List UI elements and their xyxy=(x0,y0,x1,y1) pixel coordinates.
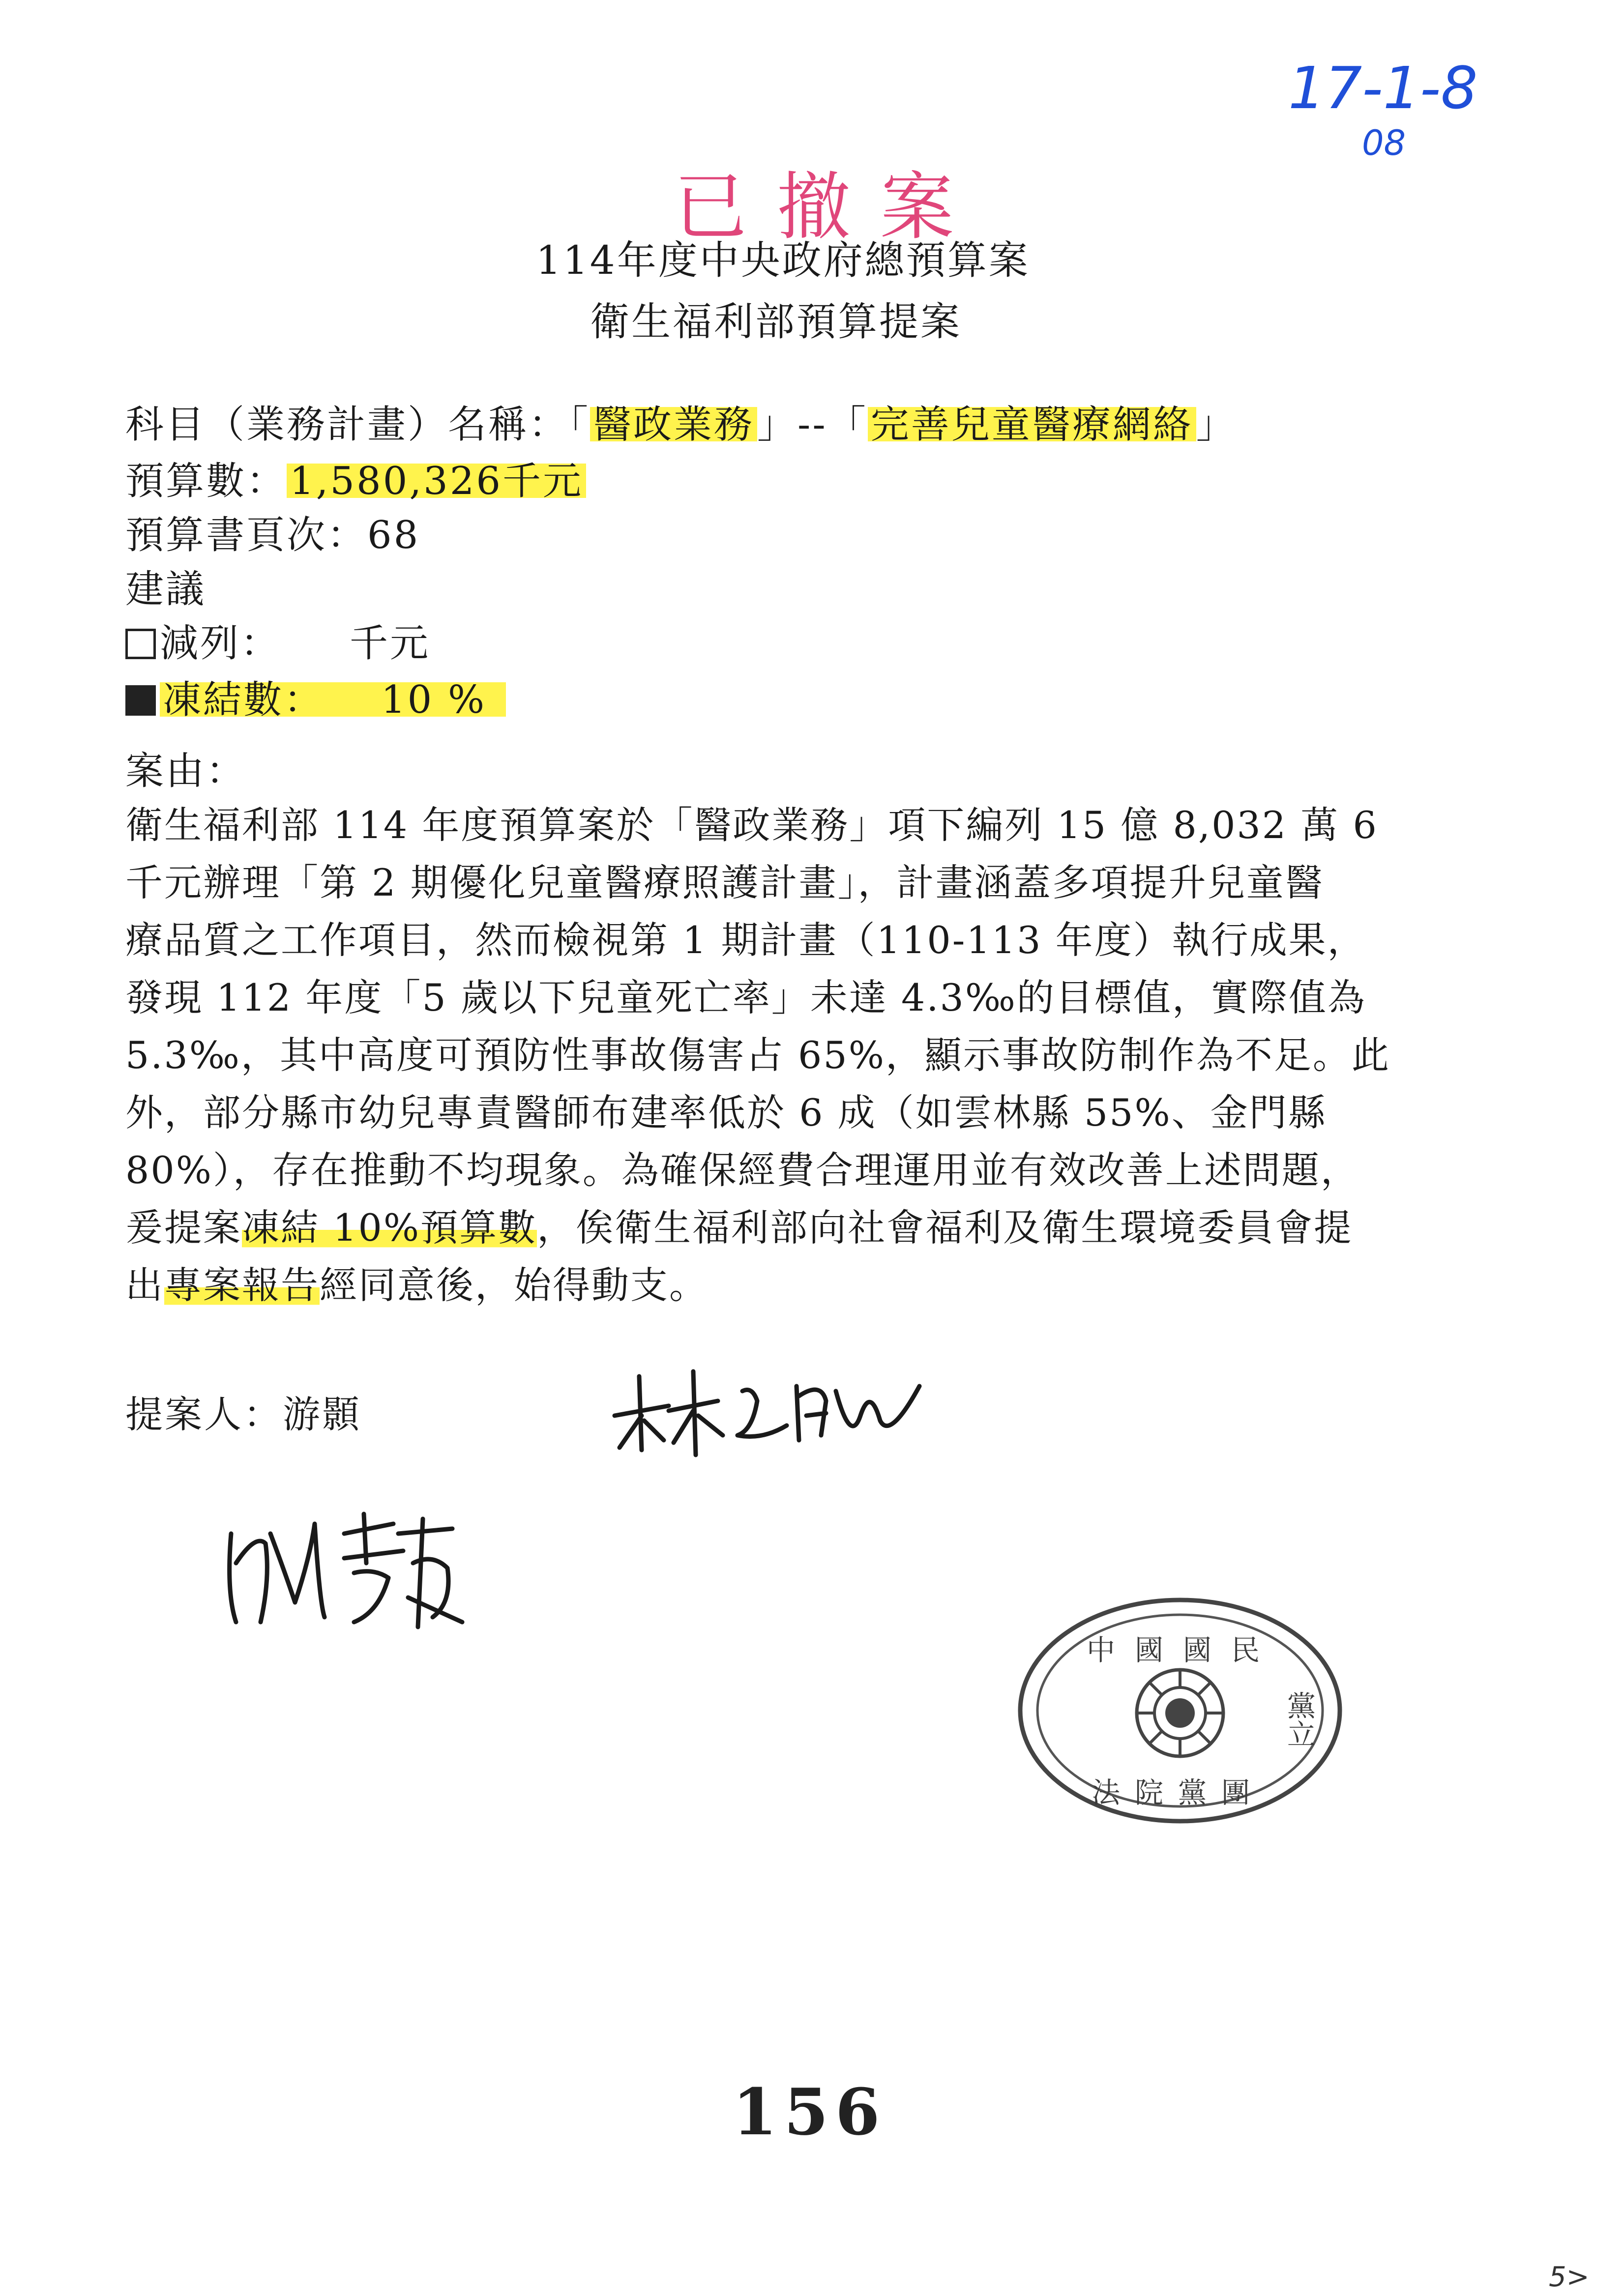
cut-line xyxy=(125,621,431,666)
freeze-line xyxy=(125,678,506,722)
cut-label: 減列： xyxy=(160,621,281,666)
handwritten-date: 17-1-8 xyxy=(1288,54,1478,122)
subject-label: 科目（業務計畫）名稱： xyxy=(125,403,569,447)
reason-line: 療品質之工作項目，然而檢視第 1 期計畫（110-113 年度）執行成果， xyxy=(125,918,1366,962)
seal-bottom-text: 法院黨團 xyxy=(1092,1776,1265,1809)
freeze-value: 10 % xyxy=(327,678,506,722)
budget-page-line: 預算書頁次：68 xyxy=(125,513,420,557)
subject-separator: 」--「 xyxy=(757,403,868,447)
subject-value-child-network: 完善兒童醫療網絡 xyxy=(868,403,1196,447)
subject-value-medical-affairs: 醫政業務 xyxy=(590,403,757,447)
reason-text: ，俟衛生福利部向社會福利及衛生環境委員會提 xyxy=(537,1206,1353,1250)
seal-top-text: 中國國民 xyxy=(1087,1633,1280,1667)
reason-line: 80%），存在推動不均現象。為確保經費合理運用並有效改善上述問題， xyxy=(125,1148,1359,1192)
signature-1 xyxy=(605,1357,939,1465)
handwritten-time: 08 xyxy=(1362,123,1406,163)
reason-line: 5.3‰，其中高度可預防性事故傷害占 65%，顯示事故防制作為不足。此 xyxy=(125,1033,1390,1077)
seal-right-text: 黨立 xyxy=(1282,1691,1316,1748)
suggest-label: 建議 xyxy=(125,567,207,611)
reason-line xyxy=(125,1199,1473,1256)
cut-checkbox[interactable] xyxy=(125,629,156,659)
cut-unit: 千元 xyxy=(350,621,431,666)
highlight-special-report: 專案報告 xyxy=(164,1263,320,1307)
signature-2 xyxy=(216,1504,492,1642)
page-subtitle: 衛生福利部預算提案 xyxy=(590,299,962,345)
page-number: 156 xyxy=(733,2074,887,2150)
party-seal xyxy=(1013,1593,1347,1829)
subject-line xyxy=(125,403,1237,447)
reason-text: 爰提案 xyxy=(125,1206,242,1250)
reason-line: 發現 112 年度「5 歲以下兒童死亡率」未達 4.3‰的目標值，實際值為 xyxy=(125,976,1366,1019)
budget-line xyxy=(125,459,586,503)
reason-line xyxy=(125,1256,1473,1314)
corner-mark: 5> xyxy=(1549,2261,1590,2293)
reason-line: 衛生福利部 114 年度預算案於「醫政業務」項下編列 15 億 8,032 萬 6 xyxy=(125,803,1378,847)
withdrawn-stamp: 已撤案 xyxy=(674,165,984,250)
reason-text: 經同意後，始得動支。 xyxy=(320,1263,708,1307)
budget-value: 1,580,326千元 xyxy=(287,459,586,503)
budget-label: 預算數： xyxy=(125,459,287,503)
reason-text: 出 xyxy=(125,1263,164,1307)
freeze-checkbox[interactable] xyxy=(125,685,156,716)
subject-open: 「 xyxy=(569,403,591,447)
reason-label: 案由： xyxy=(125,749,247,793)
reason-line: 千元辦理「第 2 期優化兒童醫療照護計畫」，計畫涵蓋多項提升兒童醫 xyxy=(125,861,1324,904)
proposer-label: 提案人：游顥 xyxy=(125,1393,361,1436)
reason-body xyxy=(125,796,1473,1314)
page-title: 114年度中央政府總預算案 xyxy=(536,237,1030,283)
reason-line: 外，部分縣市幼兒專責醫師布建率低於 6 成（如雲林縣 55%、金門縣 xyxy=(125,1091,1327,1134)
subject-close: 」 xyxy=(1196,403,1237,447)
freeze-label: 凍結數： xyxy=(160,678,327,722)
highlight-freeze-10pct: 凍結 10%預算數 xyxy=(242,1206,537,1250)
